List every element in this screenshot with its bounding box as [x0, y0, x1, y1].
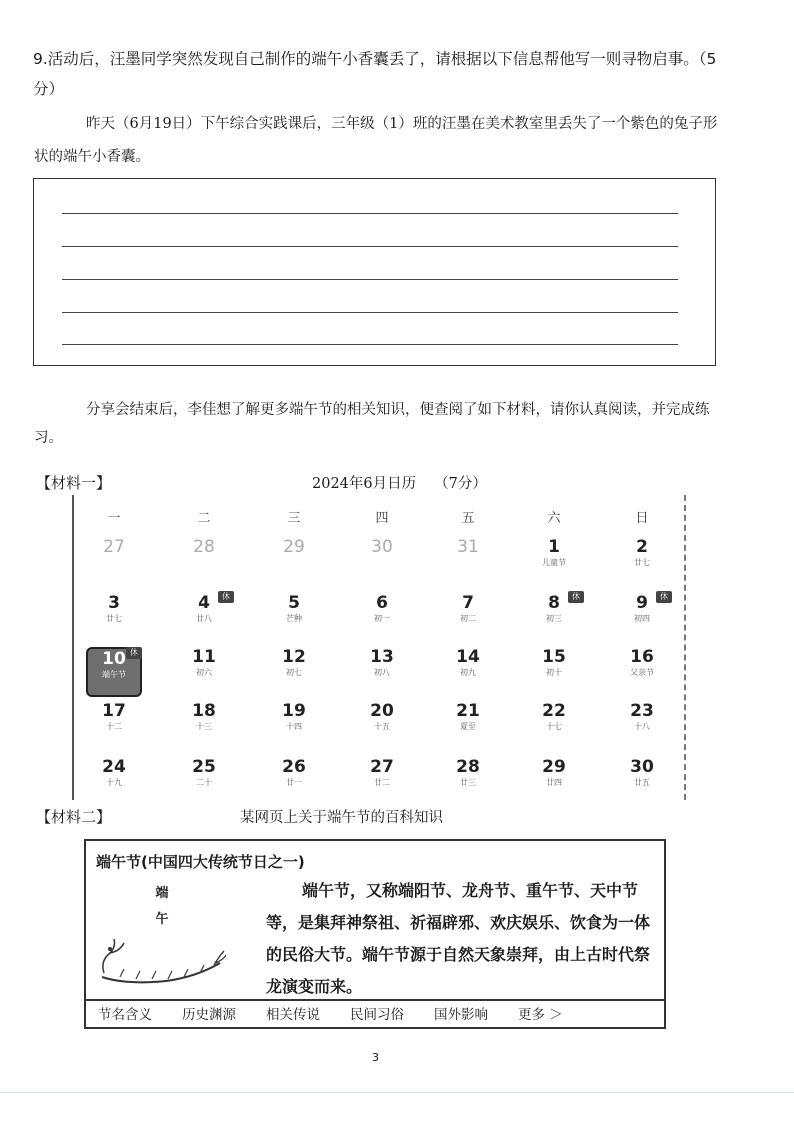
calendar-day[interactable]: [440, 647, 496, 697]
calendar-day[interactable]: [354, 647, 410, 697]
calendar-day-number: 27: [370, 757, 394, 777]
encyclopedia-nav-link[interactable]: 相关传说: [266, 1007, 320, 1023]
calendar-lunar-date: 十八: [634, 722, 650, 731]
calendar-day[interactable]: [86, 593, 142, 643]
calendar-day-number: 19: [282, 701, 306, 721]
calendar-day-number: 28: [456, 757, 480, 777]
calendar-score: （7分）: [434, 476, 487, 492]
calendar-weekday: 六: [547, 511, 561, 526]
calendar-lunar-date: 十九: [106, 778, 122, 787]
seal-char: 端: [155, 886, 169, 901]
calendar-lunar-date: 初六: [196, 668, 212, 677]
calendar-day-number: 9: [636, 593, 648, 613]
calendar-lunar-date: 夏至: [460, 722, 476, 731]
calendar-day[interactable]: [354, 593, 410, 643]
calendar-lunar-date: 初七: [286, 668, 302, 677]
dragon-boat-icon: [96, 933, 226, 989]
encyclopedia-nav: [86, 999, 664, 1025]
calendar-day[interactable]: [176, 593, 232, 643]
calendar-day[interactable]: [86, 537, 142, 587]
calendar-lunar-date: 廿八: [196, 614, 212, 623]
calendar-day[interactable]: [354, 537, 410, 587]
calendar-lunar-date: 芒种: [286, 614, 302, 623]
calendar-day[interactable]: [354, 701, 410, 751]
calendar-lunar-date: 十七: [546, 722, 562, 731]
answer-line[interactable]: [62, 246, 678, 247]
page-number: 3: [372, 1051, 379, 1064]
calendar-day[interactable]: [614, 701, 670, 751]
calendar-day-number: 2: [636, 537, 648, 557]
encyclopedia-nav-link[interactable]: 历史渊源: [182, 1007, 236, 1023]
holiday-badge: 休: [656, 591, 672, 603]
question-9-prompt: 9.活动后，汪墨同学突然发现自己制作的端午小香囊丢了，请根据以下信息帮他写一则寻物启事。（5分）: [33, 50, 717, 98]
calendar-lunar-date: 初一: [374, 614, 390, 623]
calendar-lunar-date: 二十: [196, 778, 212, 787]
calendar-day-number: 17: [102, 701, 126, 721]
calendar-day-today[interactable]: [86, 647, 142, 697]
answer-line[interactable]: [62, 279, 678, 280]
calendar-day[interactable]: [176, 647, 232, 697]
calendar-day[interactable]: [354, 757, 410, 807]
calendar: [72, 495, 686, 800]
calendar-day[interactable]: [266, 701, 322, 751]
calendar-day-number: 13: [370, 647, 394, 667]
calendar-day-number: 23: [630, 701, 654, 721]
calendar-day-number: 11: [192, 647, 216, 667]
calendar-weekday: 日: [635, 511, 649, 526]
calendar-weekday: 二: [197, 511, 211, 526]
answer-line[interactable]: [62, 344, 678, 345]
calendar-day[interactable]: [440, 757, 496, 807]
calendar-day-number: 25: [192, 757, 216, 777]
encyclopedia-nav-link[interactable]: 国外影响: [434, 1007, 488, 1023]
calendar-day-number: 14: [456, 647, 480, 667]
holiday-badge: 休: [568, 591, 584, 603]
calendar-day[interactable]: [176, 537, 232, 587]
calendar-lunar-date: 初二: [460, 614, 476, 623]
calendar-day-number: 1: [548, 537, 560, 557]
calendar-title-text: 2024年6月日历: [312, 476, 417, 492]
calendar-day[interactable]: [266, 537, 322, 587]
calendar-day-number: 8: [548, 593, 560, 613]
calendar-lunar-date: 廿三: [460, 778, 476, 787]
calendar-day-number: 22: [542, 701, 566, 721]
calendar-day[interactable]: [614, 757, 670, 807]
calendar-day-number: 29: [283, 537, 305, 557]
calendar-day-number: 29: [542, 757, 566, 777]
calendar-day-number: 30: [371, 537, 393, 557]
calendar-day[interactable]: [86, 757, 142, 807]
calendar-day[interactable]: [176, 757, 232, 807]
answer-line[interactable]: [62, 213, 678, 214]
calendar-day-number: 26: [282, 757, 306, 777]
calendar-day-number: 7: [462, 593, 474, 613]
calendar-day-number: 24: [102, 757, 126, 777]
dragon-boat-seal: [152, 881, 172, 933]
calendar-day[interactable]: [526, 647, 582, 697]
calendar-day[interactable]: [526, 757, 582, 807]
share-paragraph: 分享会结束后，李佳想了解更多端午节的相关知识，便查阅了如下材料，请你认真阅读，并完成练习。: [34, 402, 710, 446]
calendar-weekday: 四: [375, 511, 389, 526]
calendar-day[interactable]: [440, 701, 496, 751]
calendar-lunar-date: 廿七: [634, 558, 650, 567]
calendar-day[interactable]: [266, 647, 322, 697]
calendar-day[interactable]: [526, 593, 582, 643]
calendar-day-number: 20: [370, 701, 394, 721]
calendar-day-number: 16: [630, 647, 654, 667]
calendar-lunar-date: 初九: [460, 668, 476, 677]
calendar-weekday: 五: [461, 511, 475, 526]
calendar-day[interactable]: [526, 701, 582, 751]
calendar-weekday: 一: [107, 511, 121, 526]
calendar-day-number: 31: [457, 537, 479, 557]
calendar-day[interactable]: [614, 647, 670, 697]
calendar-day-number: 5: [288, 593, 300, 613]
calendar-lunar-date: 儿童节: [542, 558, 566, 567]
encyclopedia-nav-link[interactable]: 节名含义: [98, 1007, 152, 1023]
seal-char: 午: [155, 912, 169, 927]
encyclopedia-body: 端午节，又称端阳节、龙舟节、重午节、天中节等，是集拜神祭祖、祈福辟邪、欢庆娱乐、饮食为一体的民俗大节。端午节源于自然天象崇拜，由上古时代祭龙演变而来。: [266, 881, 651, 996]
answer-box: [33, 178, 716, 366]
calendar-day-number: 12: [282, 647, 306, 667]
calendar-day[interactable]: [440, 537, 496, 587]
encyclopedia-heading: 端午节(中国四大传统节日之一): [96, 853, 305, 871]
encyclopedia-nav-link[interactable]: 民间习俗: [350, 1007, 404, 1023]
calendar-lunar-date: 端午节: [102, 670, 126, 679]
calendar-lunar-date: 廿二: [374, 778, 390, 787]
material-2-label: 【材料二】: [36, 808, 112, 826]
calendar-day-number: 15: [542, 647, 566, 667]
calendar-day-number: 18: [192, 701, 216, 721]
holiday-badge: 休: [126, 647, 142, 659]
calendar-day-number: 30: [630, 757, 654, 777]
calendar-day-number: 10: [102, 649, 126, 669]
calendar-lunar-date: 廿四: [546, 778, 562, 787]
calendar-day[interactable]: [266, 593, 322, 643]
encyclopedia-nav-link[interactable]: 更多 ＞: [518, 1007, 563, 1023]
calendar-lunar-date: 廿五: [634, 778, 650, 787]
calendar-day[interactable]: [614, 537, 670, 587]
calendar-day[interactable]: [440, 593, 496, 643]
calendar-lunar-date: 十五: [374, 722, 390, 731]
calendar-lunar-date: 初三: [546, 614, 562, 623]
calendar-weekday: 三: [287, 511, 301, 526]
calendar-lunar-date: 十三: [196, 722, 212, 731]
calendar-lunar-date: 初八: [374, 668, 390, 677]
calendar-lunar-date: 廿七: [106, 614, 122, 623]
calendar-day-number: 6: [376, 593, 388, 613]
calendar-day-number: 4: [198, 593, 210, 613]
calendar-lunar-date: 初四: [634, 614, 650, 623]
calendar-day-number: 28: [193, 537, 215, 557]
calendar-day-number: 21: [456, 701, 480, 721]
calendar-day[interactable]: [86, 701, 142, 751]
page-bottom-rule: [0, 1092, 794, 1093]
calendar-title: [312, 472, 487, 493]
calendar-day[interactable]: [614, 593, 670, 643]
calendar-lunar-date: 十四: [286, 722, 302, 731]
material-2-title: 某网页上关于端午节的百科知识: [240, 810, 443, 826]
question-9-info: 昨天（6月19日）下午综合实践课后，三年级（1）班的汪墨在美术教室里丢失了一个紫色的兔子形状的端午小香囊。: [34, 116, 718, 165]
calendar-lunar-date: 父亲节: [630, 668, 654, 677]
holiday-badge: 休: [218, 591, 234, 603]
calendar-day[interactable]: [266, 757, 322, 807]
calendar-day-number: 3: [108, 593, 120, 613]
material-1-label: 【材料一】: [36, 474, 112, 492]
calendar-day[interactable]: [176, 701, 232, 751]
answer-line[interactable]: [62, 312, 678, 313]
calendar-day[interactable]: [526, 537, 582, 587]
calendar-lunar-date: 十二: [106, 722, 122, 731]
calendar-lunar-date: 初十: [546, 668, 562, 677]
encyclopedia-card: [84, 839, 666, 1029]
calendar-day-number: 27: [103, 537, 125, 557]
calendar-lunar-date: 廿一: [286, 778, 302, 787]
